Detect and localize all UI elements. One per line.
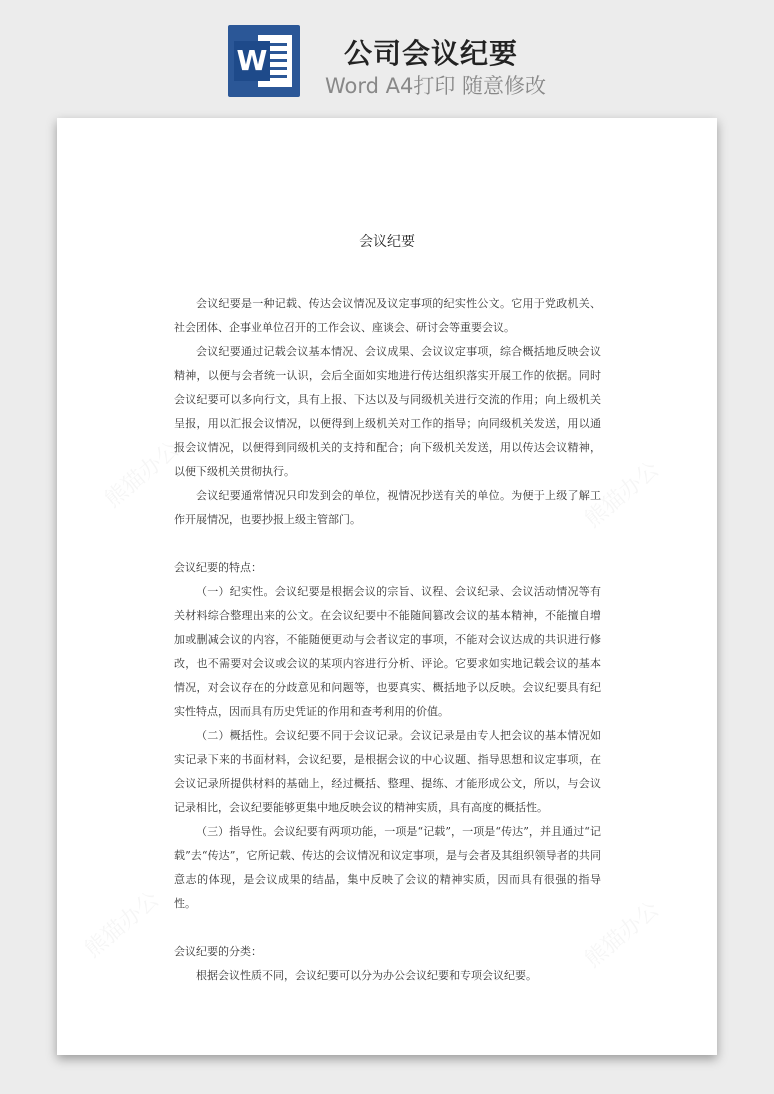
paragraph: （三）指导性。会议纪要有两项功能，一项是“记载”，一项是“传达”，并且通过“记载”去“传达”，它所记载、传达的会议情况和议定事项，是与会者及其组织领导者的共同意志的体现，是会议成果的结晶，集中反映了会议的精神实质，因而具有很强的指导性。	[174, 825, 601, 910]
document-body	[174, 292, 601, 988]
document-title: 会议纪要	[359, 234, 415, 250]
paragraph: 会议纪要通过记载会议基本情况、会议成果、会议议定事项，综合概括地反映会议精神，以便与会者统一认识，会后全面如实地进行传达组织落实开展工作的依据。同时会议纪要可以多向行文，具有上报、下达以及与同级机关进行交流的作用；向上级机关呈报，用以汇报会议情况，以便得到上级机关对工作的指导；向同级机关发送，用以通报会议情况，以便得到同级机关的支持和配合；向下级机关发送，用以传达会议精神，以便下级机关贯彻执行。	[174, 345, 601, 478]
document-page	[57, 118, 717, 1055]
page-subtitle: Word A4打印 随意修改	[325, 74, 547, 98]
paragraph: （一）纪实性。会议纪要是根据会议的宗旨、议程、会议纪录、会议活动情况等有关材料综合整理出来的公文。在会议纪要中不能随间篡改会议的基本精神，不能擅自增加或删减会议的内容，不能随便更动与会者议定的事项，不能对会议达成的共识进行修改，也不需要对会议或会议的某项内容进行分析、评论。它要求如实地记载会议的基本情况，对会议存在的分歧意见和问题等，也要真实、概括地予以反映。会议纪要具有纪实性特点，因而具有历史凭证的作用和查考利用的价值。	[174, 585, 601, 718]
word-icon	[228, 25, 300, 97]
watermark	[77, 883, 164, 963]
word-letter: W	[234, 41, 270, 81]
paragraph: 会议纪要是一种记载、传达会议情况及议定事项的纪实性公文。它用于党政机关、社会团体、企事业单位召开的工作会议、座谈会、研讨会等重要会议。	[174, 297, 601, 334]
paragraph: 会议纪要通常情况只印发到会的单位，视情况抄送有关的单位。为便于上级了解工作开展情况，也要抄报上级主管部门。	[174, 489, 601, 526]
section-heading: 会议纪要的分类：	[174, 945, 262, 958]
watermark	[97, 433, 184, 513]
header	[0, 0, 774, 110]
section-heading: 会议纪要的特点：	[174, 561, 262, 574]
page-title: 公司会议纪要	[344, 37, 519, 70]
paragraph: （二）概括性。会议纪要不同于会议记录。会议记录是由专人把会议的基本情况如实记录下来的书面材料，会议纪要，是根据会议的中心议题、指导思想和议定事项，在会议记录所提供材料的基础上，经过概括、整理、提练、才能形成公文，所以，与会议记录相比，会议纪要能够更集中地反映会议的精神实质，具有高度的概括性。	[174, 729, 601, 814]
paragraph: 根据会议性质不同，会议纪要可以分为办公会议纪要和专项会议纪要。	[196, 969, 537, 982]
